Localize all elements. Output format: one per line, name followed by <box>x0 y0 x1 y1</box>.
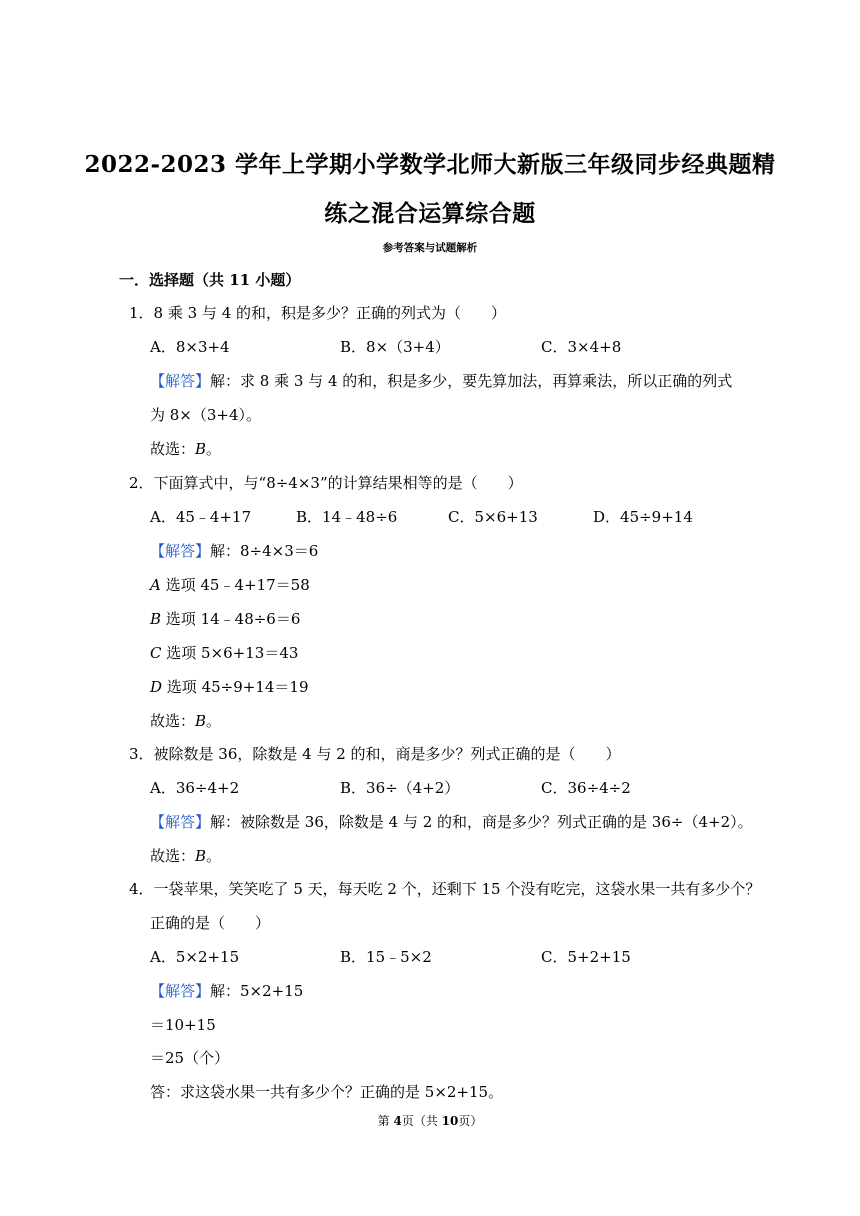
option-b: B．14﹣48÷6 <box>296 508 398 526</box>
check-line-a <box>150 575 310 595</box>
total-pages: 10 <box>441 1114 459 1128</box>
check-letter: C <box>150 644 162 662</box>
page-title-line-1: 2022-2023 学年上学期小学数学北师大新版三年级同步经典题精 <box>84 151 776 178</box>
solution-step-2: ＝25（个） <box>150 1049 230 1067</box>
question-3-stem: 3．被除数是 36，除数是 4 与 2 的和，商是多少？列式正确的是（ ） <box>129 745 621 763</box>
solution-step-1: ＝10+15 <box>150 1016 216 1034</box>
check-line-c <box>150 643 298 663</box>
choice-letter: B <box>195 440 207 458</box>
footer-middle: 页（共 <box>401 1114 442 1128</box>
check-line-d <box>150 677 309 697</box>
option-a: A．8×3+4 <box>150 338 230 356</box>
choice-prefix: 故选： <box>150 712 196 730</box>
check-letter: D <box>150 678 163 696</box>
option-a: A．36÷4+2 <box>150 779 240 797</box>
question-1-options <box>0 337 860 357</box>
question-1-stem: 1．8 乘 3 与 4 的和，积是多少？正确的列式为（ ） <box>129 304 507 322</box>
page-number: 4 <box>393 1114 402 1128</box>
option-a: A．5×2+15 <box>150 948 240 966</box>
option-c: C．3×4+8 <box>541 338 622 356</box>
solution-text: 解：5×2+15 <box>210 982 304 1000</box>
check-letter: A <box>150 576 161 594</box>
question-2-choice <box>150 711 221 731</box>
question-4-solution <box>150 981 303 1001</box>
question-3-choice <box>150 846 221 866</box>
answer-tag: 【解答】 <box>150 542 211 560</box>
question-2-options <box>0 507 860 527</box>
question-1-solution <box>150 371 732 391</box>
check-letter: B <box>150 610 162 628</box>
choice-suffix: 。 <box>206 712 222 730</box>
question-1-solution-cont: 为 8×（3+4）。 <box>150 406 262 424</box>
solution-text: 解：8÷4×3＝6 <box>210 542 319 560</box>
question-3-solution <box>150 812 753 832</box>
choice-suffix: 。 <box>206 847 222 865</box>
question-4-options <box>0 947 860 967</box>
check-text: 选项 14﹣48÷6＝6 <box>161 610 301 628</box>
question-4-stem-cont: 正确的是（ ） <box>150 914 271 932</box>
option-c: C．5×6+13 <box>448 508 538 526</box>
section-heading: 一．选择题（共 11 小题） <box>119 271 301 289</box>
answer-tag: 【解答】 <box>150 982 211 1000</box>
choice-prefix: 故选： <box>150 847 196 865</box>
option-c: C．36÷4÷2 <box>541 779 631 797</box>
question-3-options <box>0 778 860 798</box>
check-text: 选项 45÷9+14＝19 <box>162 678 309 696</box>
choice-suffix: 。 <box>206 440 222 458</box>
check-line-b <box>150 609 300 629</box>
page-title-line-2: 练之混合运算综合题 <box>324 200 536 227</box>
question-2-solution <box>150 541 318 561</box>
choice-letter: B <box>195 847 207 865</box>
question-1-choice <box>150 439 221 459</box>
footer-prefix: 第 <box>377 1114 394 1128</box>
option-d: D．45÷9+14 <box>593 508 693 526</box>
option-b: B．8×（3+4） <box>340 338 450 356</box>
option-b: B．15﹣5×2 <box>340 948 432 966</box>
check-text: 选项 45﹣4+17＝58 <box>160 576 310 594</box>
answer-tag: 【解答】 <box>150 372 211 390</box>
question-2-stem: 2．下面算式中，与“8÷4×3”的计算结果相等的是（ ） <box>129 474 523 492</box>
footer-suffix: 页） <box>458 1114 483 1128</box>
option-b: B．36÷（4+2） <box>340 779 460 797</box>
choice-prefix: 故选： <box>150 440 196 458</box>
solution-answer: 答：求这袋水果一共有多少个？正确的是 5×2+15。 <box>150 1083 504 1101</box>
page-footer <box>0 1112 860 1129</box>
solution-text: 解：求 8 乘 3 与 4 的和，积是多少，要先算加法，再算乘法，所以正确的列式 <box>210 372 733 390</box>
check-text: 选项 5×6+13＝43 <box>161 644 299 662</box>
choice-letter: B <box>195 712 207 730</box>
solution-text: 解：被除数是 36，除数是 4 与 2 的和，商是多少？列式正确的是 36÷（4+2）。 <box>210 813 753 831</box>
question-4-stem: 4．一袋苹果，笑笑吃了 5 天，每天吃 2 个，还剩下 15 个没有吃完，这袋水果一共有多少个？ <box>129 880 761 898</box>
answer-tag: 【解答】 <box>150 813 211 831</box>
option-a: A．45﹣4+17 <box>150 508 252 526</box>
option-c: C．5+2+15 <box>541 948 631 966</box>
page-subtitle: 参考答案与试题解析 <box>382 242 478 254</box>
